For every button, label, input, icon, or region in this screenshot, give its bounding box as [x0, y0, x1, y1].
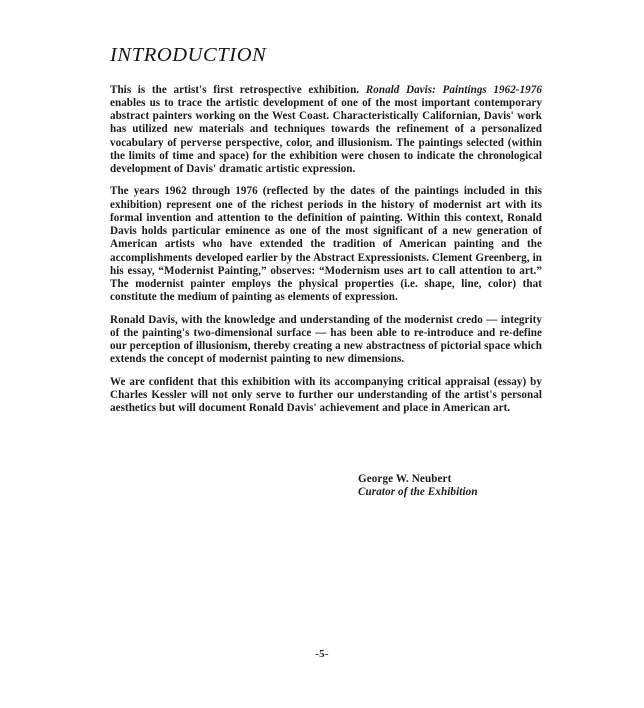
paragraph: This is the artist's first retrospective exhibition. Ronald Davis: Paintings 1962-1976 enables us to trace the artistic development of one of the most important contemporary abstract painters working on the West Coast. Characteristically Californian, Davis' work has utilized new materials and techniques towards the refinement of a personalized vocabulary of perverse perspective, color, and illusionism. The paintings selected (within the limits of time and space) for the exhibition were chosen to indicate the chronological development of Davis' dramatic artistic expression. — [110, 83, 542, 176]
signature-block — [358, 473, 558, 500]
body-text — [110, 84, 542, 416]
page-title: INTRODUCTION — [110, 44, 267, 66]
paragraph: Ronald Davis, with the knowledge and understanding of the modernist credo — integrity of the painting's two-dimensional surface — has been able to re-introduce and re-define our perception of illusionism, thereby creating a new abstractness of pictorial space which extends the concept of modernist painting to new dimensions. — [110, 313, 542, 366]
page-content — [110, 44, 542, 415]
italic-run: Ronald Davis: Paintings 1962-1976 — [365, 83, 542, 96]
curator-role: Curator of the Exhibition — [358, 486, 478, 499]
curator-name: George W. Neubert — [358, 473, 452, 485]
paragraph: The years 1962 through 1976 (reflected by the dates of the paintings included in this exhibition) represent one of the richest periods in the history of modernist art with its formal invention and attention to the definition of painting. Within this context, Ronald Davis holds particular eminence as one of the most significant of a new generation of American artists who have extended the tradition of American painting and the accomplishments developed earlier by the Abstract Expressionists. Clement Greenberg, in his essay, “Modernist Painting,” observes: “Modernism uses art to call attention to art.” The modernist painter employs the physical properties (i.e. shape, line, color) that constitute the medium of painting as elements of expression. — [110, 185, 542, 304]
paragraph: We are confident that this exhibition with its accompanying critical appraisal (essay) by Charles Kessler will not only serve to further our understanding of the artist's personal aesthetics but will document Ronald Davis' achievement and place in American art. — [110, 375, 542, 415]
page-number: -5- — [315, 648, 329, 660]
